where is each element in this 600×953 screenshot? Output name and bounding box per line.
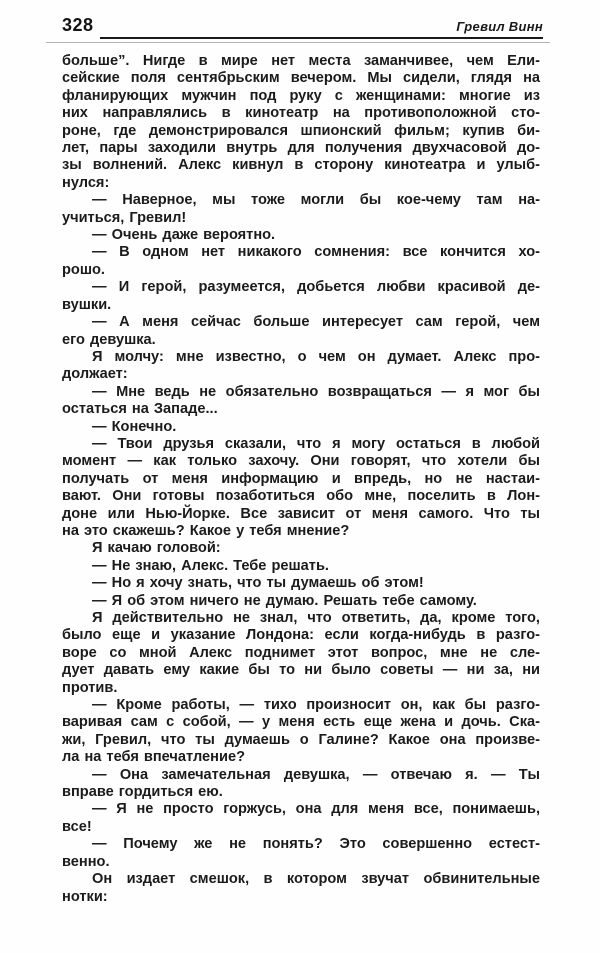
page-header xyxy=(62,15,543,36)
text-line: — В одном нет никакого сомнения: все кончится хо- xyxy=(92,244,540,261)
text-line: вают. Они готовы позаботиться обо мне, поселить в Лон- xyxy=(62,488,540,505)
text-line: получать от меня информацию и впредь, но не настаи- xyxy=(62,470,540,487)
text-line: них направлялись в кинотеатр на противоположной сто- xyxy=(62,105,540,122)
text-line: — Очень даже вероятно. xyxy=(92,227,276,244)
text-line: — Твои друзья сказали, что я могу остаться в любой xyxy=(92,435,540,452)
text-line: сейские поля сентябрьским вечером. Мы сидели, глядя на xyxy=(62,70,540,87)
text-line: — Наверное, мы тоже могли бы кое-чему там на- xyxy=(92,192,540,209)
text-block xyxy=(62,53,540,906)
text-line: Я качаю головой: xyxy=(92,540,221,557)
text-line: вправе гордиться ею. xyxy=(62,784,223,801)
text-line: — Конечно. xyxy=(92,418,177,435)
text-line: воре со мной Алекс поднимет этот вопрос, мне не сле- xyxy=(62,644,540,661)
text-line: Он издает смешок, в котором звучат обвинительные xyxy=(92,871,540,888)
text-line: — Она замечательная девушка, — отвечаю я. — Ты xyxy=(92,766,540,783)
text-line: — И герой, разумеется, добьется любви красивой де- xyxy=(92,279,540,296)
text-line: больше”. Нигде в мире нет места заманчивее, чем Ели- xyxy=(62,53,540,69)
text-line: остаться на Западе... xyxy=(62,401,218,418)
text-line: вушки. xyxy=(62,296,112,313)
text-line: нулся: xyxy=(62,174,110,191)
text-line: было еще и указание Лондона: если когда-нибудь в разго- xyxy=(62,627,540,644)
text-line: на это скажешь? Какое у тебя мнение? xyxy=(62,522,350,539)
text-line: Я действительно не знал, что ответить, да, кроме того, xyxy=(92,610,540,626)
text-line: учиться, Гревил! xyxy=(62,209,187,226)
text-line: — Но я хочу знать, что ты думаешь об этом! xyxy=(92,575,424,592)
text-line: жи, Гревил, что ты думаешь о Галине? Какое она произве- xyxy=(62,731,540,748)
text-line: дует давать ему какие бы то ни было советы — ни за, ни xyxy=(62,662,540,679)
text-line: — Кроме работы, — тихо произносит он, как бы разго- xyxy=(92,697,540,714)
text-line: против. xyxy=(62,679,118,696)
text-line: — Мне ведь не обязательно возвращаться — я мог бы xyxy=(92,383,540,400)
text-line: Я молчу: мне известно, о чем он думает. Алекс про- xyxy=(92,348,540,365)
text-line: зы волнений. Алекс кивнул в сторону кинотеатра и улыб- xyxy=(62,157,540,174)
page-number: 328 xyxy=(62,15,94,35)
text-line: доне или Нью-Йорке. Все зависит от меня самого. Что ты xyxy=(62,505,540,522)
text-line: все! xyxy=(62,818,92,835)
text-line: венно. xyxy=(62,853,110,870)
text-line: роне, где демонстрировался шпионский фильм; купив би- xyxy=(62,122,540,139)
text-line: момент — как только захочу. Они говорят, что хотели бы xyxy=(62,453,540,470)
text-line: должает: xyxy=(62,366,128,383)
text-line: — Не знаю, Алекс. Тебе решать. xyxy=(92,557,329,574)
running-title: Гревил Винн xyxy=(456,19,543,34)
text-line: — Я об этом ничего не думаю. Решать тебе самому. xyxy=(92,592,477,609)
text-line: — Почему же не понять? Это совершенно естест- xyxy=(92,836,540,853)
text-line: ла на тебя впечатление? xyxy=(62,749,245,766)
text-line: варивая сам с собой, — у меня есть еще жена и дочь. Ска- xyxy=(62,714,540,731)
header-rule-thick xyxy=(100,37,543,39)
text-line: рошо. xyxy=(62,261,105,278)
text-line: его девушка. xyxy=(62,331,156,348)
header-rule-thin xyxy=(46,42,550,43)
text-line: лет, пары заходили внутрь для получения двухчасовой до- xyxy=(62,140,540,157)
text-line: — Я не просто горжусь, она для меня все, понимаешь, xyxy=(92,801,540,818)
text-line: — А меня сейчас больше интересует сам герой, чем xyxy=(92,314,540,331)
text-line: фланирующих мужчин под руку с женщинами: многие из xyxy=(62,87,540,104)
text-line: нотки: xyxy=(62,888,108,905)
